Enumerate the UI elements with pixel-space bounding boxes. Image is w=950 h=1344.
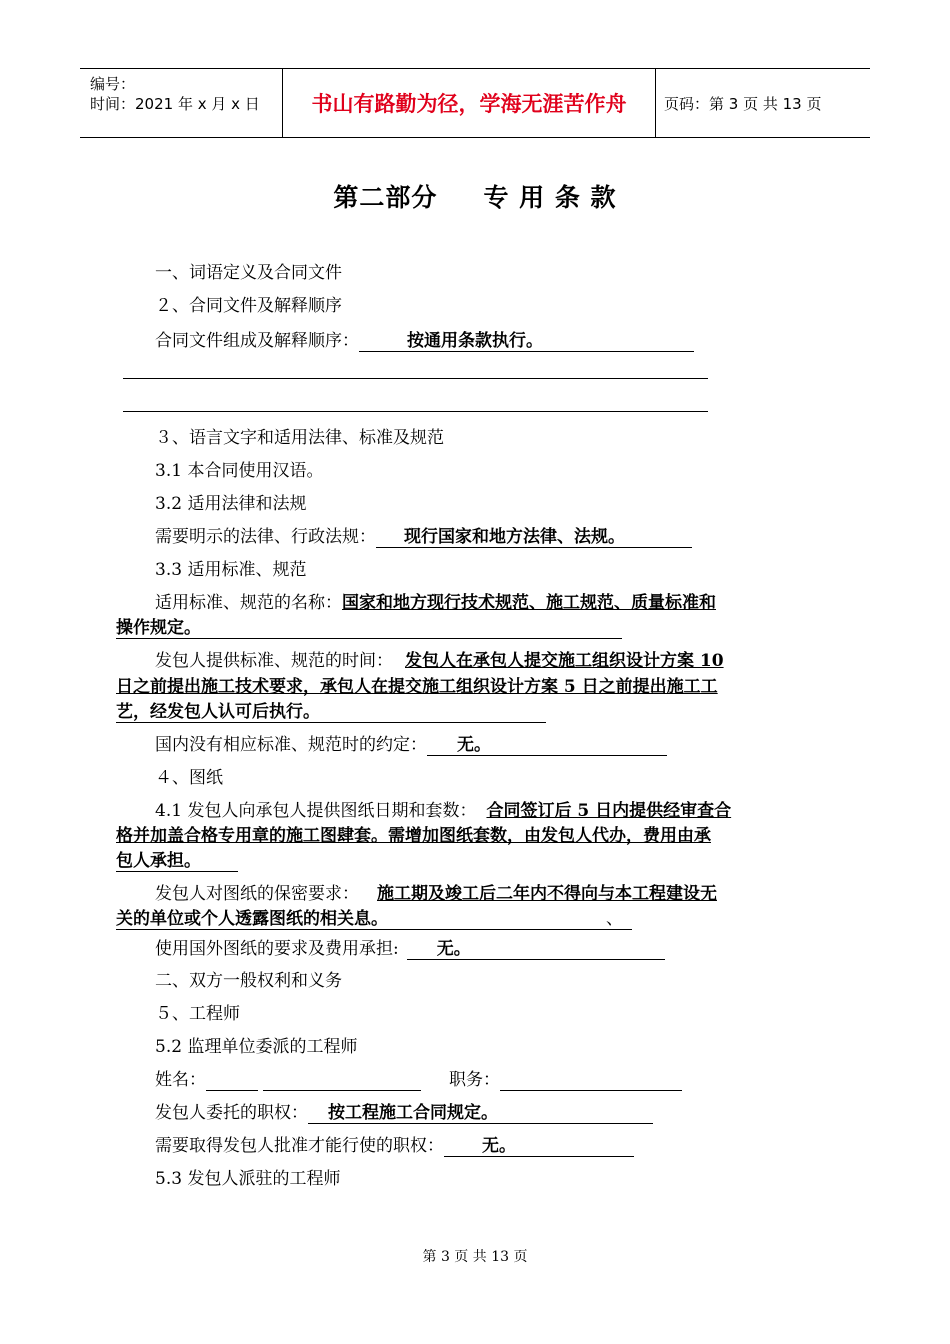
authority-line <box>155 1101 653 1125</box>
engineer-name-label: 姓名： <box>155 1070 206 1090</box>
section-5-heading: ５、工程师 <box>155 1004 240 1024</box>
page-footer: 第 3 页 共 13 页 <box>422 1249 528 1265</box>
page-title <box>0 178 950 214</box>
laws-value: 现行国家和地方法律、法规。 <box>404 527 625 547</box>
standards-time-value-1: 发包人在承包人提交施工组织设计方案 10 <box>405 651 724 671</box>
drawings-line-1 <box>155 799 731 823</box>
part-2-heading: 二、双方一般权利和义务 <box>155 971 342 991</box>
clause-5-2: 5.2 监理单位委派的工程师 <box>155 1037 358 1057</box>
page-info: 页码：第 3 页 共 13 页 <box>664 94 822 113</box>
foreign-drawings-value: 无。 <box>436 939 471 959</box>
drawings-label: 4.1 发包人向承包人提供图纸日期和套数： <box>155 801 477 821</box>
clause-3-3: 3.3 适用标准、规范 <box>155 560 307 580</box>
header-page-cell <box>664 69 870 137</box>
drawings-value-2: 格并加盖合格专用章的施工图肆套。需增加图纸套数，由发包人代办，费用由承 <box>116 826 711 846</box>
engineer-name-field-1 <box>206 1068 258 1091</box>
authority-label: 发包人委托的职权： <box>155 1103 308 1123</box>
secrecy-value-1: 施工期及竣工后二年内不得向与本工程建设无 <box>377 884 717 904</box>
engineer-duty-field <box>500 1068 682 1091</box>
foreign-drawings-label: 使用国外图纸的要求及费用承担: <box>155 939 399 959</box>
approval-value: 无。 <box>482 1136 516 1156</box>
no-standard-line <box>155 733 667 757</box>
no-standard-label: 国内没有相应标准、规范时的约定： <box>155 735 427 755</box>
title-part: 第二部分 <box>333 183 438 212</box>
no-standard-value: 无。 <box>457 735 491 755</box>
contract-docs-value: 按通用条款执行。 <box>407 331 543 351</box>
standards-time-label: 发包人提供标准、规范的时间： <box>155 651 393 671</box>
clause-5-3: 5.3 发包人派驻的工程师 <box>155 1169 341 1189</box>
blank-line-2 <box>123 411 708 412</box>
drawings-value-1: 合同签订后 5 日内提供经审查合 <box>486 801 732 821</box>
section-3-heading: ３、语言文字和适用法律、标准及规范 <box>155 428 444 448</box>
approval-field <box>444 1134 634 1157</box>
secrecy-value-2: 关的单位或个人透露图纸的相关息。 <box>116 909 388 929</box>
engineer-duty-label: 职务： <box>449 1070 500 1090</box>
standards-line-2 <box>116 616 622 640</box>
secrecy-label: 发包人对图纸的保密要求： <box>155 884 359 904</box>
section-1-heading: 一、词语定义及合同文件 <box>155 263 342 283</box>
standards-time-value-3: 艺，经发包人认可后执行。 <box>116 702 320 722</box>
document-header <box>80 68 870 138</box>
contract-docs-field <box>359 329 694 352</box>
foreign-drawings-line <box>155 937 665 961</box>
standards-value-1: 国家和地方现行技术规范、施工规范、质量标准和 <box>342 593 716 613</box>
standards-line-1 <box>155 591 716 615</box>
drawings-value-3: 包人承担。 <box>116 851 201 871</box>
motto-text: 书山有路勤为径，学海无涯苦作舟 <box>311 92 627 116</box>
title-name: 专 用 条 款 <box>483 183 617 212</box>
no-standard-field <box>427 733 667 756</box>
foreign-drawings-field <box>407 937 665 960</box>
drawings-line-3 <box>116 849 238 873</box>
authority-field <box>308 1101 653 1124</box>
laws-label: 需要明示的法律、行政法规： <box>155 527 376 547</box>
standards-time-line-3 <box>116 700 546 724</box>
standards-value-2: 操作规定。 <box>116 618 201 638</box>
contract-docs-label: 合同文件组成及解释顺序： <box>155 331 359 351</box>
secrecy-line-2 <box>116 907 632 931</box>
clause-3-1: 3.1 本合同使用汉语。 <box>155 461 324 481</box>
approval-label: 需要取得发包人批准才能行使的职权： <box>155 1136 444 1156</box>
secrecy-line-1 <box>155 882 717 906</box>
engineer-name-line <box>155 1068 682 1092</box>
laws-line <box>155 525 692 549</box>
engineer-name-field-2 <box>263 1068 421 1091</box>
authority-value: 按工程施工合同规定。 <box>328 1103 498 1123</box>
header-motto-cell <box>282 69 656 137</box>
standards-label: 适用标准、规范的名称： <box>155 593 342 613</box>
standards-time-line-1 <box>155 649 724 673</box>
laws-field <box>376 525 692 548</box>
date-label: 时间：2021 年 x 月 x 日 <box>90 95 260 113</box>
contract-docs-line <box>155 329 694 353</box>
header-meta-cell <box>80 69 282 137</box>
standards-time-value-2: 日之前提出施工技术要求，承包人在提交施工组织设计方案 5 日之前提出施工工 <box>116 677 718 697</box>
section-4-heading: ４、图纸 <box>155 768 223 788</box>
approval-line <box>155 1134 634 1158</box>
serial-label: 编号： <box>90 75 136 93</box>
section-2-heading: ２、合同文件及解释顺序 <box>155 296 342 316</box>
secrecy-mark: 、 <box>606 909 623 929</box>
blank-line-1 <box>123 378 708 379</box>
clause-3-2: 3.2 适用法律和法规 <box>155 494 307 514</box>
